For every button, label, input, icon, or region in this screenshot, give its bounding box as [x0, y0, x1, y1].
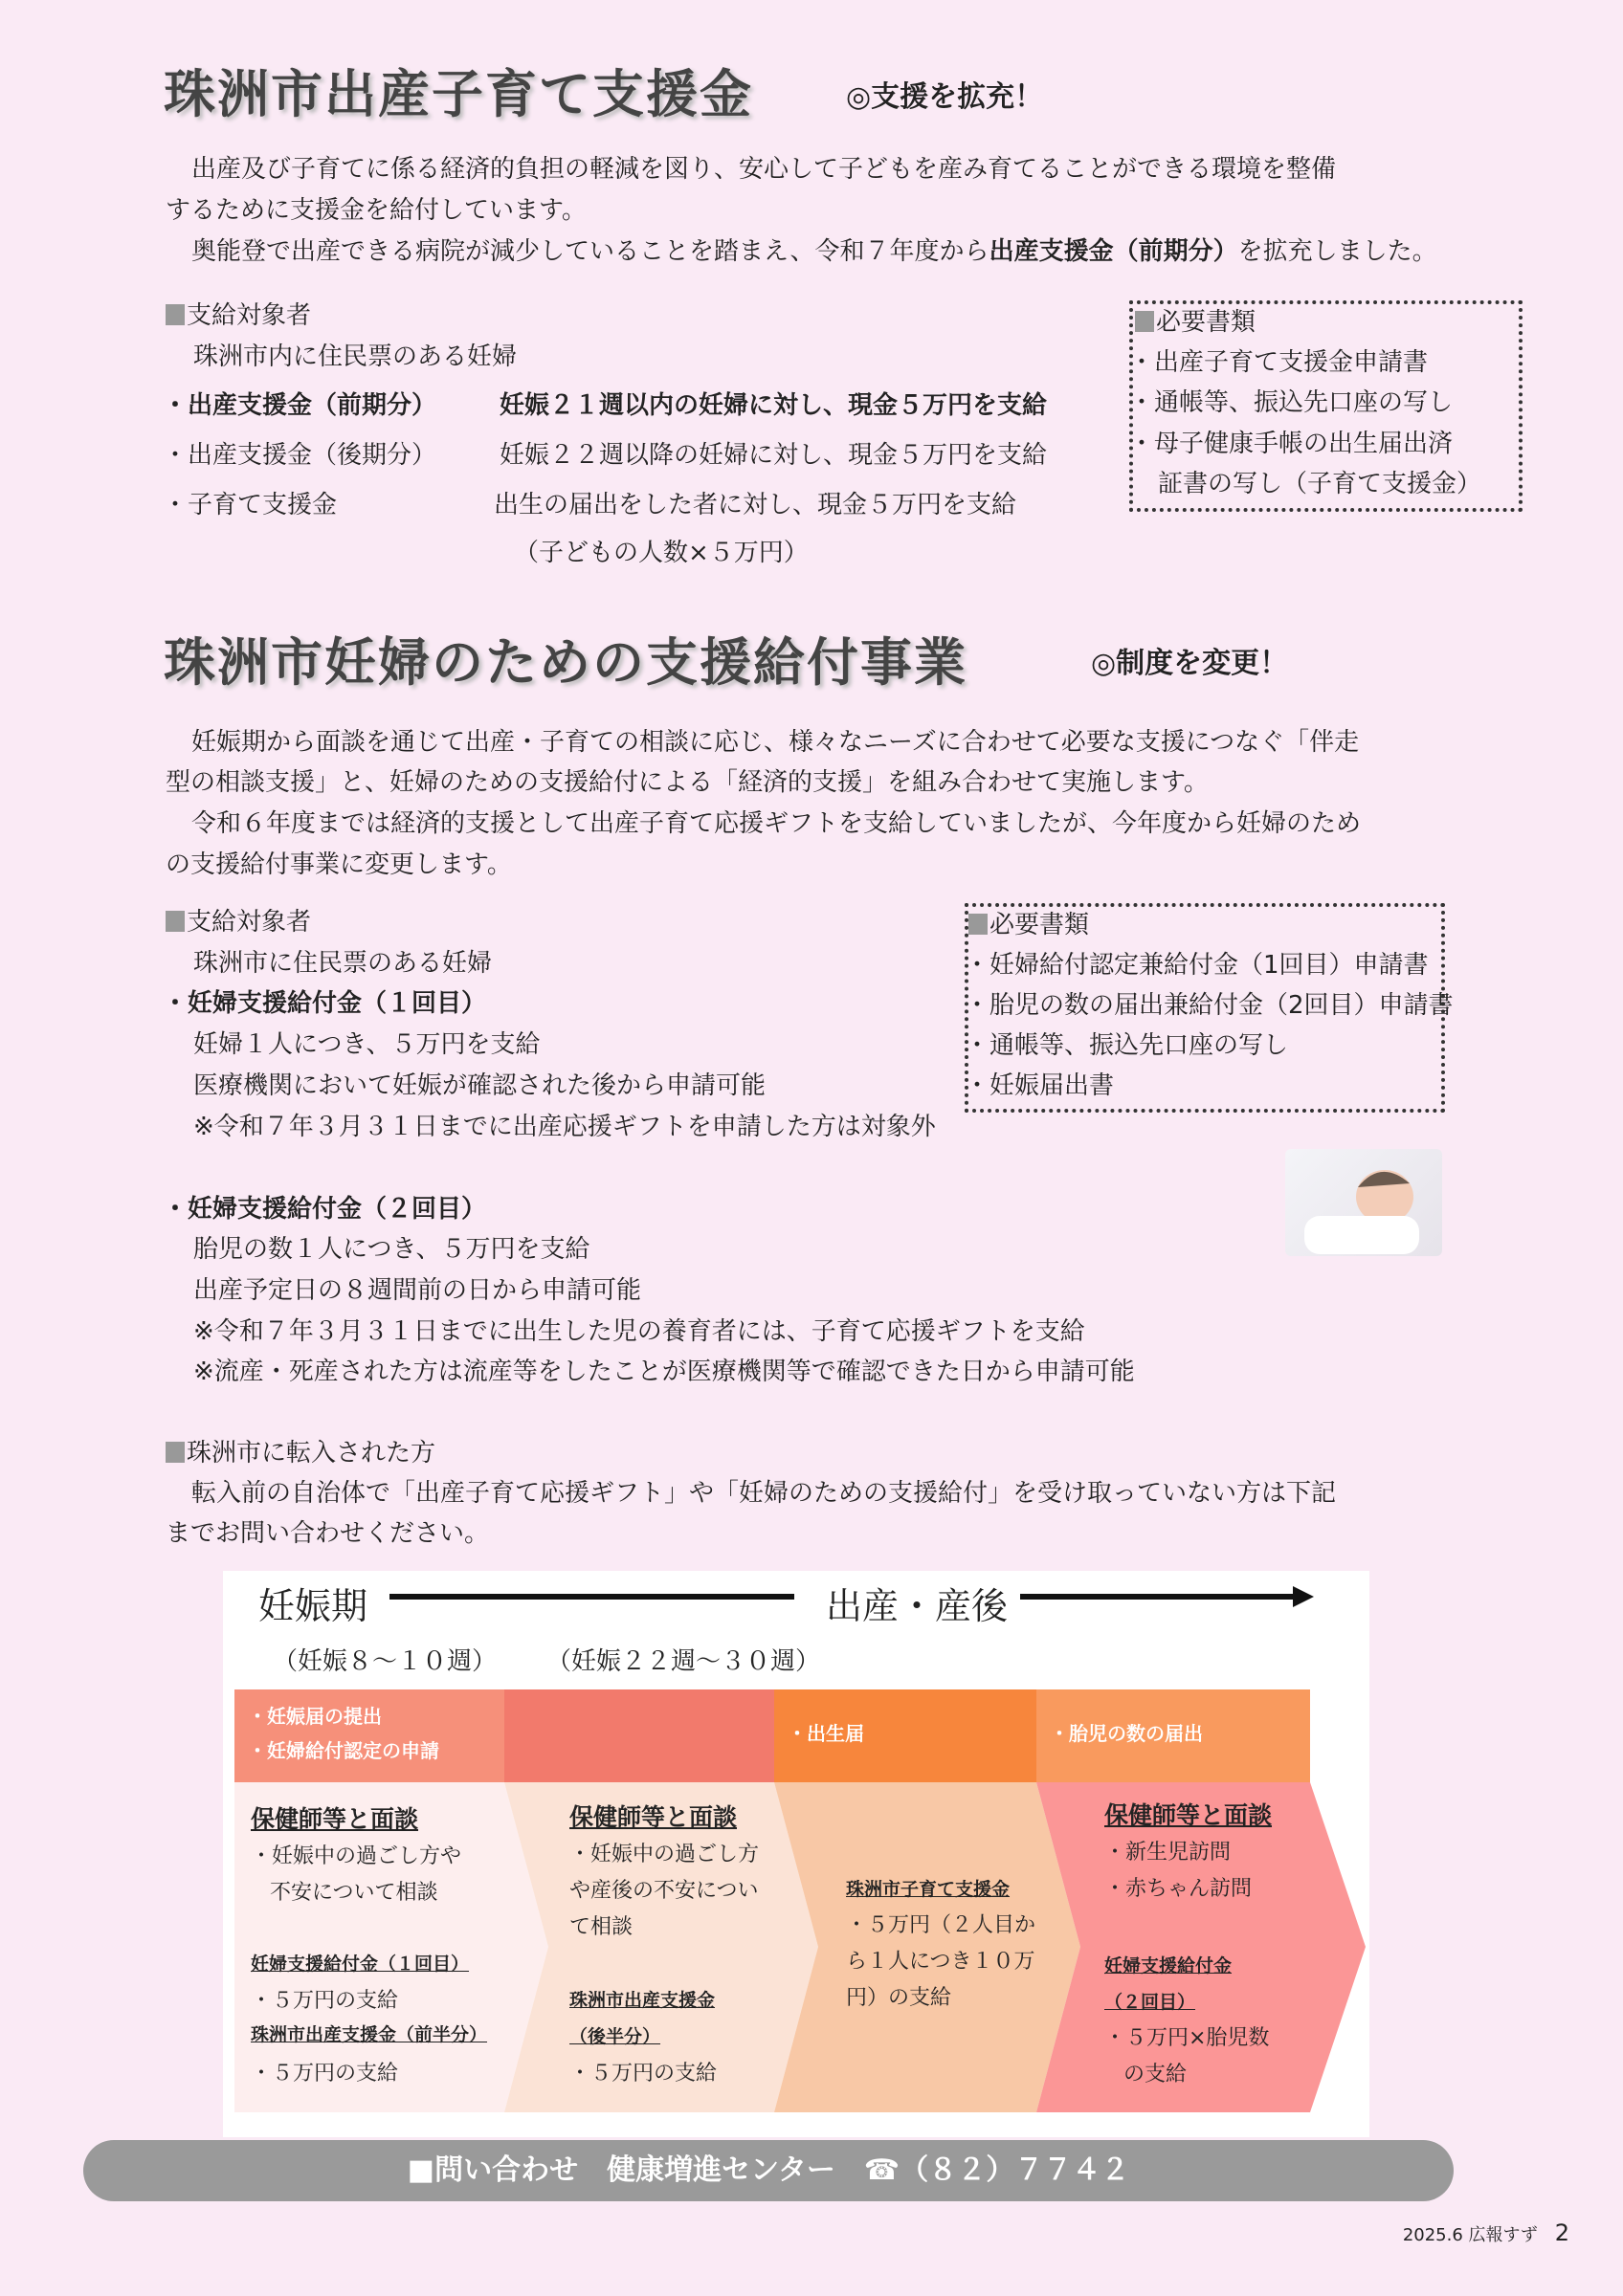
- intro-line: 妊娠期から面談を通じて出産・子育ての相談に応じ、様々なニーズに合わせて必要な支援につなぐ「伴走: [191, 728, 1360, 757]
- support-flow-diagram: [223, 1571, 1369, 2137]
- intro-line: の支援給付事業に変更します。: [166, 850, 512, 879]
- item-desc: 出生の届出をした者に対し、現金５万円を支給: [494, 491, 1017, 519]
- item-line: 胎児の数１人につき、５万円を支給: [193, 1235, 590, 1264]
- intro-line: [191, 232, 1437, 267]
- section2-badge: ◎制度を変更！: [1091, 647, 1289, 680]
- arrow-head-icon: [1293, 1586, 1314, 1607]
- doc-item: ・通帳等、振込先口座の写し: [965, 1031, 1289, 1060]
- col3-sub1: 珠洲市子育て支援金: [846, 1879, 1011, 1900]
- col2-lines: [569, 1837, 759, 1946]
- doc-item: ・胎児の数の届出兼給付金（2回目）申請書: [965, 991, 1454, 1020]
- heading-text: 支給対象者: [187, 908, 312, 937]
- header-cell: [774, 1689, 1036, 1782]
- item-name: ・妊婦支援給付金（２回目）: [163, 1195, 487, 1224]
- item-line: ※流産・死産された方は流産等をしたことが医療機関等で確認できた日から申請可能: [193, 1358, 1135, 1386]
- phase-pregnancy: 妊娠期: [258, 1585, 368, 1627]
- doc-item: ・母子健康手帳の出生届出済: [1129, 430, 1454, 458]
- contact-bar: [83, 2140, 1454, 2201]
- heading-text: 必要書類: [989, 911, 1090, 939]
- line: 不安について相談: [270, 1881, 438, 1905]
- doc-item: ・通帳等、振込先口座の写し: [1129, 388, 1454, 417]
- eligible-heading: [166, 296, 311, 331]
- item-desc: 妊娠２１週以内の妊婦に対し、現金５万円を支給: [500, 391, 1048, 420]
- header-text: ・妊娠届の提出: [248, 1705, 382, 1728]
- item-line: ※令和７年３月３１日までに出生した児の養育者には、子育て応援ギフトを支給: [193, 1317, 1085, 1346]
- header-text: ・出生届: [788, 1722, 864, 1745]
- line: や産後の不安につい: [569, 1879, 759, 1903]
- eligible-heading: [166, 902, 311, 938]
- item-name: ・出産支援金（後期分）: [163, 441, 437, 470]
- intro-line: 令和６年度までは経済的支援として出産子育て応援ギフトを支給していましたが、今年度から妊婦のため: [191, 809, 1362, 838]
- header-text: ・妊婦給付認定の申請: [248, 1739, 439, 1762]
- timeline-line: [389, 1594, 794, 1600]
- contact-label: ■問い合わせ 健康増進センター: [407, 2153, 835, 2187]
- item-line: 妊婦１人につき、５万円を支給: [193, 1030, 541, 1059]
- section1-badge: ◎支援を拡充！: [846, 80, 1044, 114]
- item-line: 医療機関において妊娠が確認された後から申請可能: [193, 1071, 767, 1100]
- section2-title: 珠洲市妊婦のための支援給付事業: [164, 632, 967, 693]
- intro-text: 奥能登で出産できる病院が減少していることを踏まえ、令和７年度から: [191, 237, 989, 266]
- eligible-text: 珠洲市内に住民票のある妊婦: [193, 342, 518, 371]
- transfer-line: までお問い合わせください。: [166, 1519, 490, 1548]
- col4-heading: 保健師等と面談: [1104, 1801, 1273, 1829]
- line: の支給: [1123, 2063, 1188, 2086]
- col2-sub1-line: ・５万円の支給: [569, 2062, 718, 2086]
- col1-sub1-line: ・５万円の支給: [251, 1989, 399, 2013]
- header-text: ・胎児の数の届出: [1050, 1722, 1203, 1745]
- doc-item: ・妊娠届出書: [965, 1071, 1115, 1100]
- col2-sub1: 珠洲市出産支援金: [569, 1990, 716, 2011]
- line: ・赤ちゃん訪問: [1104, 1877, 1253, 1901]
- docs-heading: [1135, 302, 1256, 338]
- transfer-heading: [166, 1433, 435, 1468]
- col2-heading: 保健師等と面談: [569, 1803, 738, 1831]
- item-line: 出産予定日の８週間前の日から申請可能: [193, 1276, 642, 1305]
- heading-text: 珠洲市に転入された方: [187, 1439, 436, 1468]
- page-number: 2: [1554, 2219, 1569, 2246]
- heading-text: 支給対象者: [187, 301, 312, 330]
- heading-text: 必要書類: [1156, 308, 1256, 337]
- col1-sub1: 妊婦支援給付金（１回目）: [251, 1954, 470, 1975]
- header-cell: [1036, 1689, 1310, 1782]
- col1-heading: 保健師等と面談: [251, 1805, 419, 1833]
- item-name: ・妊婦支援給付金（１回目）: [163, 989, 487, 1018]
- page-footer: [1403, 2219, 1569, 2246]
- doc-item: 証書の写し（子育て支援金）: [1158, 470, 1482, 498]
- eligible-text: 珠洲市に住民票のある妊婦: [193, 949, 493, 978]
- col4-sub1b: （２回目）: [1104, 1992, 1196, 2013]
- item-name: ・出産支援金（前期分）: [163, 391, 437, 420]
- intro-line: するために支援金を給付しています。: [166, 196, 587, 225]
- line: 円）の支給: [846, 1986, 952, 2010]
- item-line: ※令和７年３月３１日までに出産応援ギフトを申請した方は対象外: [193, 1113, 936, 1141]
- doc-item: ・出産子育て支援金申請書: [1129, 348, 1429, 377]
- doc-item: ・妊婦給付認定兼給付金（1回目）申請書: [965, 951, 1429, 980]
- col2-sub1b: （後半分）: [569, 2026, 661, 2047]
- transfer-line: 転入前の自治体で「出産子育て応援ギフト」や「妊婦のための支援給付」を受け取っていない方は下記: [191, 1479, 1337, 1508]
- col1-lines: [251, 1839, 461, 1911]
- item-note: （子どもの人数×５万円）: [514, 539, 809, 567]
- issue-label: 2025.6 広報すず: [1402, 2225, 1538, 2245]
- header-cell: [234, 1689, 504, 1782]
- intro-text: を拡充しました。: [1237, 237, 1437, 266]
- phase-birth: 出産・産後: [826, 1585, 1009, 1627]
- contact-phone[interactable]: ☎（８２）７７４２: [863, 2153, 1130, 2187]
- header-cell: [504, 1689, 774, 1782]
- line: ・５万円×胎児数: [1104, 2026, 1270, 2050]
- col4-sub-lines: [1104, 2020, 1269, 2093]
- line: て相談: [569, 1915, 634, 1939]
- intro-bold: 出産支援金（前期分）: [989, 237, 1238, 266]
- col1-sub2-line: ・５万円の支給: [251, 2062, 399, 2086]
- period-label: （妊娠２２週～３０週）: [546, 1647, 821, 1676]
- line: ・新生児訪問: [1104, 1841, 1232, 1865]
- intro-line: 型の相談支援」と、妊婦のための支援給付による「経済的支援」を組み合わせて実施します。: [166, 768, 1209, 797]
- col4-sub1: 妊婦支援給付金: [1104, 1955, 1233, 1976]
- line: ・妊娠中の過ごし方や: [251, 1844, 462, 1868]
- timeline-arrow: [1020, 1594, 1298, 1600]
- docs-heading: [968, 905, 1089, 940]
- period-label: （妊娠８～１０週）: [273, 1647, 498, 1676]
- col1-sub2: 珠洲市出産支援金（前半分）: [251, 2024, 488, 2045]
- line: ・妊娠中の過ごし方: [569, 1843, 760, 1866]
- line: ・５万円（２人目か: [846, 1913, 1036, 1937]
- col3-lines: [846, 1908, 1035, 2017]
- col4-lines: [1104, 1835, 1252, 1908]
- intro-line: 出産及び子育てに係る経済的負担の軽減を図り、安心して子どもを産み育てることができる環境を整備: [191, 155, 1337, 184]
- item-desc: 妊娠２２週以降の妊婦に対し、現金５万円を支給: [500, 441, 1048, 470]
- baby-photo: [1285, 1149, 1442, 1256]
- line: ら１人につき１０万: [846, 1950, 1035, 1974]
- section1-title: 珠洲市出産子育て支援金: [164, 64, 753, 124]
- item-name: ・子育て支援金: [163, 491, 338, 519]
